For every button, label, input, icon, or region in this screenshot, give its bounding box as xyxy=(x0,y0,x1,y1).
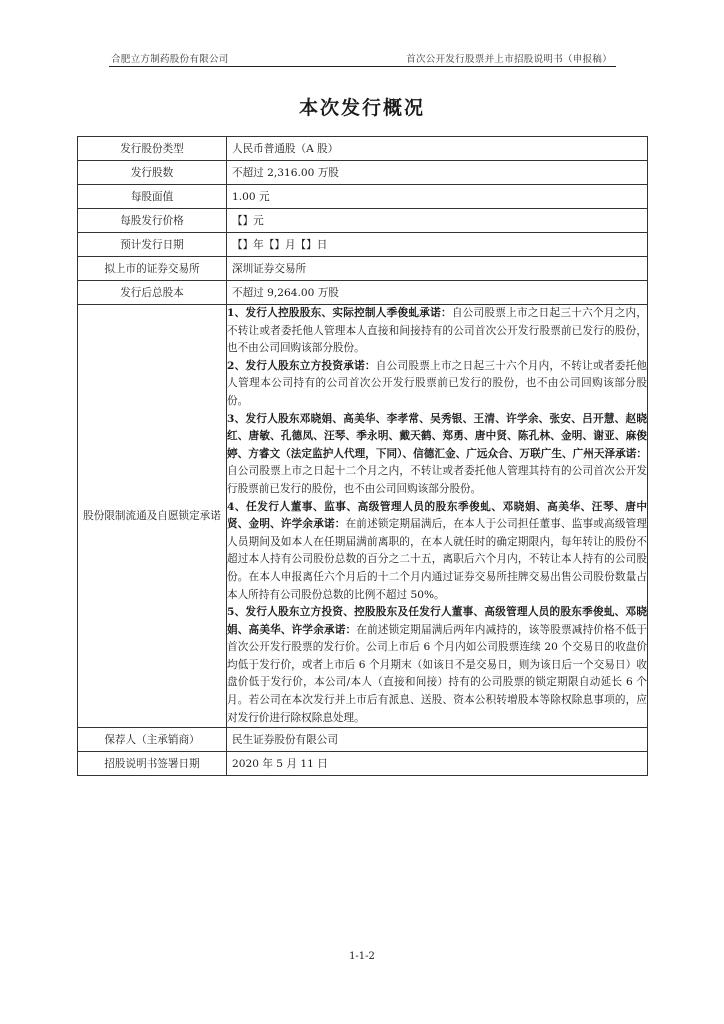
row-value: 2020 年 5 月 11 日 xyxy=(227,752,648,776)
table-row xyxy=(78,209,648,233)
commitment-paragraph xyxy=(227,604,647,727)
row-label: 每股发行价格 xyxy=(78,209,227,233)
row-label: 招股说明书签署日期 xyxy=(78,752,227,776)
commitment-heading: 2、发行人股东立方投资承诺： xyxy=(227,359,376,372)
commitment-text: 在前述锁定期届满后，在本人于公司担任董事、监事或高级管理人员期间及如本人在任期届满前离职的，在本人就任时的确定期限内，每年转让的股份不超过本人持有公司股份总数的百分之二十五，离职后六个月内，不转让本人持有的公司股份。在本人申报离任六个月后的十二个月内通过证券交易所挂牌交易出售公司股份数量占本人所持有公司股份总数的比例不超过 50%。 xyxy=(227,518,648,601)
table-row xyxy=(78,281,648,305)
row-label: 保荐人（主承销商） xyxy=(78,728,227,752)
row-value: 1.00 元 xyxy=(227,185,648,209)
company-name: 合肥立方制药股份有限公司 xyxy=(111,54,229,65)
row-label: 每股面值 xyxy=(78,185,227,209)
document-title: 首次公开发行股票并上市招股说明书（申报稿） xyxy=(406,54,612,65)
row-label: 发行股数 xyxy=(78,161,227,185)
row-value: 【】元 xyxy=(227,209,648,233)
offering-overview-table xyxy=(77,136,648,776)
commitment-heading: 5、发行人股东立方投资、控股股东及任发行人董事、高级管理人员的股东季俊虬、邓晓娟、高美华、许学余承诺： xyxy=(227,606,647,636)
table-row xyxy=(78,752,648,776)
row-value: 不超过 2,316.00 万股 xyxy=(227,161,648,185)
table-row xyxy=(78,185,648,209)
row-value: 人民币普通股（A 股） xyxy=(227,137,648,161)
row-label: 发行股份类型 xyxy=(78,137,227,161)
commitment-paragraph xyxy=(227,411,647,499)
commitment-heading: 4、任发行人董事、监事、高级管理人员的股东季俊虬、邓晓娟、高美华、汪琴、唐中贤、金明、许学余承诺： xyxy=(227,500,647,531)
commitment-heading: 3、发行人股东邓晓娟、高美华、李孝常、吴秀银、王清、许学余、张安、吕开慧、赵晓红、唐敏、孔德凤、汪琴、季永明、戴天鹤、郑勇、唐中贤、陈孔林、金明、谢亚、麻俊婷、方睿文（法定监护人代理，下同）、信德汇金、广远众合、万联广生、广州天泽承诺： xyxy=(227,412,647,460)
table-row xyxy=(78,257,648,281)
commitment-text: 自公司股票上市之日起三十六个月之内，不转让或者委托他人管理本人直接和间接持有的公司首次公开发行股票前已发行的股份，也不由公司回购该部分股份。 xyxy=(227,307,648,355)
table-row xyxy=(78,728,648,752)
page-header xyxy=(109,48,616,67)
lockup-row xyxy=(78,305,648,728)
table-row xyxy=(78,137,648,161)
page-title: 本次发行概况 xyxy=(298,97,425,119)
row-value: 不超过 9,264.00 万股 xyxy=(227,281,648,305)
commitment-paragraph xyxy=(227,305,647,358)
commitment-text: 自公司股票上市之日起十二个月之内，不转让或者委托他人管理其持有的公司首次公开发行股票前已发行的股份，也不由公司回购该部分股份。 xyxy=(227,465,647,495)
row-label: 预计发行日期 xyxy=(78,233,227,257)
commitment-heading: 1、发行人控股股东、实际控制人季俊虬承诺： xyxy=(227,307,452,319)
row-value: 深圳证券交易所 xyxy=(227,257,648,281)
page-number: 1-1-2 xyxy=(349,951,375,962)
lockup-commitments xyxy=(227,305,648,728)
row-value: 民生证券股份有限公司 xyxy=(227,728,648,752)
table-row xyxy=(78,161,648,185)
row-label: 发行后总股本 xyxy=(78,281,227,305)
row-label: 股份限制流通及自愿锁定承诺 xyxy=(78,305,227,728)
row-label: 拟上市的证券交易所 xyxy=(78,257,227,281)
commitment-paragraph xyxy=(227,499,647,605)
table-row xyxy=(78,233,648,257)
commitment-text: 在前述锁定期届满后两年内减持的，该等股票减持价格不低于首次公开发行股票的发行价。公司上市后 6 个月内如公司股票连续 20 个交易日的收盘价均低于发行价，或者上市后 6 个月期末（如该日不是交易日，则为该日后一个交易日）收盘价低于发行价，本公司/本人（直接和间接）持有的公司股票的锁定期限自动延长 6 个月。若公司在本次发行并上市后有派息、送股、资本公积转增股本等除权除息事项的，应对发行价进行除权除息处理。 xyxy=(227,623,648,724)
commitment-paragraph xyxy=(227,358,647,411)
row-value: 【】年【】月【】日 xyxy=(227,233,648,257)
commitment-text: 自公司股票上市之日起三十六个月内，不转让或者委托他人管理本公司持有的公司首次公开发行股票前已发行的股份，也不由公司回购该部分股份。 xyxy=(227,359,647,407)
